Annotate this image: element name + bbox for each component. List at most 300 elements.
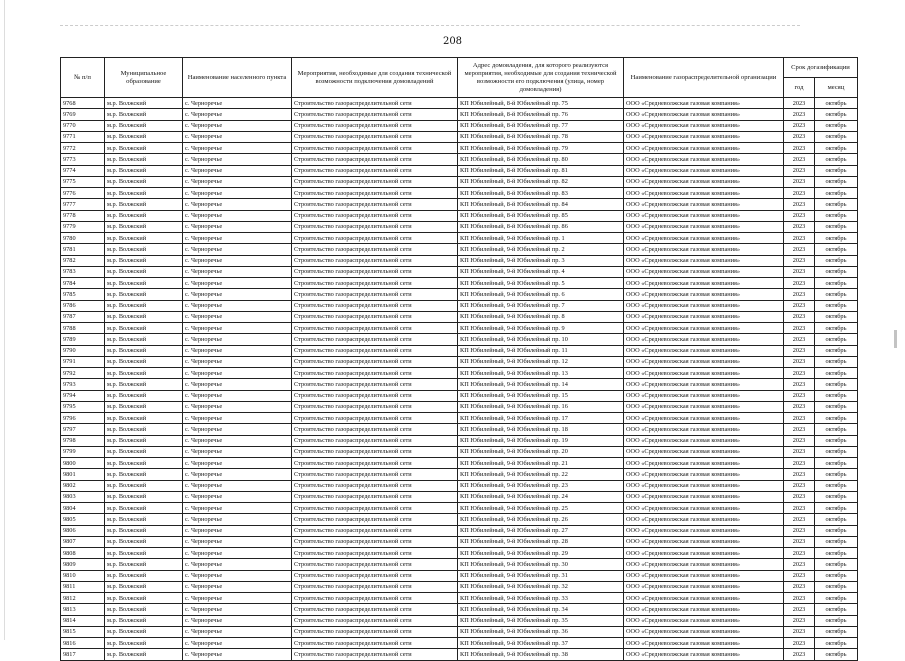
row-organization: ООО «Средневолжская газовая компания» xyxy=(624,368,784,379)
row-settlement: с. Черноречье xyxy=(183,514,292,525)
row-organization: ООО «Средневолжская газовая компания» xyxy=(624,458,784,469)
row-municipality: м.р. Волжский xyxy=(105,199,183,210)
row-address: КП Юбилейный, 9-й Юбилейный пр. 30 xyxy=(458,559,624,570)
row-year: 2023 xyxy=(784,413,815,424)
row-month: октябрь xyxy=(815,255,858,266)
row-organization: ООО «Средневолжская газовая компания» xyxy=(624,278,784,289)
row-month: октябрь xyxy=(815,638,858,649)
row-month: октябрь xyxy=(815,233,858,244)
row-address: КП Юбилейный, 8-й Юбилейный пр. 81 xyxy=(458,165,624,176)
row-year: 2023 xyxy=(784,210,815,221)
row-settlement: с. Черноречье xyxy=(183,368,292,379)
row-month: октябрь xyxy=(815,131,858,142)
row-organization: ООО «Средневолжская газовая компания» xyxy=(624,233,784,244)
row-measures: Строительство газораспределительной сети xyxy=(292,278,458,289)
table-row xyxy=(61,480,858,491)
row-number: 9782 xyxy=(61,255,105,266)
row-organization: ООО «Средневолжская газовая компания» xyxy=(624,345,784,356)
row-settlement: с. Черноречье xyxy=(183,401,292,412)
header-num: № п/п xyxy=(61,58,105,98)
row-year: 2023 xyxy=(784,525,815,536)
row-municipality: м.р. Волжский xyxy=(105,98,183,109)
row-measures: Строительство газораспределительной сети xyxy=(292,570,458,581)
table-row xyxy=(61,604,858,615)
scan-artifact-line xyxy=(60,25,800,27)
row-organization: ООО «Средневолжская газовая компания» xyxy=(624,480,784,491)
row-month: октябрь xyxy=(815,143,858,154)
row-measures: Строительство газораспределительной сети xyxy=(292,593,458,604)
row-address: КП Юбилейный, 8-й Юбилейный пр. 84 xyxy=(458,199,624,210)
row-settlement: с. Черноречье xyxy=(183,199,292,210)
row-address: КП Юбилейный, 9-й Юбилейный пр. 26 xyxy=(458,514,624,525)
row-measures: Строительство газораспределительной сети xyxy=(292,311,458,322)
row-year: 2023 xyxy=(784,334,815,345)
row-address: КП Юбилейный, 8-й Юбилейный пр. 83 xyxy=(458,188,624,199)
row-month: октябрь xyxy=(815,559,858,570)
row-month: октябрь xyxy=(815,435,858,446)
row-settlement: с. Черноречье xyxy=(183,289,292,300)
row-number: 9789 xyxy=(61,334,105,345)
row-year: 2023 xyxy=(784,559,815,570)
row-number: 9772 xyxy=(61,143,105,154)
row-municipality: м.р. Волжский xyxy=(105,581,183,592)
row-organization: ООО «Средневолжская газовая компания» xyxy=(624,593,784,604)
row-address: КП Юбилейный, 9-й Юбилейный пр. 4 xyxy=(458,266,624,277)
table-row xyxy=(61,615,858,626)
row-address: КП Юбилейный, 8-й Юбилейный пр. 82 xyxy=(458,176,624,187)
row-measures: Строительство газораспределительной сети xyxy=(292,413,458,424)
table-row xyxy=(61,120,858,131)
row-organization: ООО «Средневолжская газовая компания» xyxy=(624,154,784,165)
row-measures: Строительство газораспределительной сети xyxy=(292,458,458,469)
row-settlement: с. Черноречье xyxy=(183,435,292,446)
row-address: КП Юбилейный, 9-й Юбилейный пр. 29 xyxy=(458,548,624,559)
table-row xyxy=(61,109,858,120)
row-number: 9797 xyxy=(61,424,105,435)
row-number: 9791 xyxy=(61,356,105,367)
table-row xyxy=(61,199,858,210)
row-settlement: с. Черноречье xyxy=(183,446,292,457)
row-number: 9780 xyxy=(61,233,105,244)
row-month: октябрь xyxy=(815,593,858,604)
row-municipality: м.р. Волжский xyxy=(105,379,183,390)
row-address: КП Юбилейный, 8-й Юбилейный пр. 75 xyxy=(458,98,624,109)
row-number: 9812 xyxy=(61,593,105,604)
table-row xyxy=(61,514,858,525)
row-month: октябрь xyxy=(815,120,858,131)
table-row xyxy=(61,559,858,570)
row-municipality: м.р. Волжский xyxy=(105,255,183,266)
header-deadline: Срок догазификации xyxy=(784,58,858,78)
row-year: 2023 xyxy=(784,255,815,266)
row-year: 2023 xyxy=(784,176,815,187)
row-municipality: м.р. Волжский xyxy=(105,491,183,502)
table-row xyxy=(61,221,858,232)
row-settlement: с. Черноречье xyxy=(183,390,292,401)
row-municipality: м.р. Волжский xyxy=(105,154,183,165)
row-organization: ООО «Средневолжская газовая компания» xyxy=(624,514,784,525)
scan-artifact-mark xyxy=(894,330,897,348)
row-measures: Строительство газораспределительной сети xyxy=(292,199,458,210)
row-measures: Строительство газораспределительной сети xyxy=(292,289,458,300)
row-measures: Строительство газораспределительной сети xyxy=(292,345,458,356)
row-municipality: м.р. Волжский xyxy=(105,446,183,457)
table-row xyxy=(61,289,858,300)
row-number: 9787 xyxy=(61,311,105,322)
table-row xyxy=(61,525,858,536)
row-year: 2023 xyxy=(784,278,815,289)
table-header xyxy=(61,58,858,98)
row-year: 2023 xyxy=(784,424,815,435)
row-year: 2023 xyxy=(784,615,815,626)
gasification-register-table xyxy=(60,57,858,661)
row-year: 2023 xyxy=(784,345,815,356)
row-settlement: с. Черноречье xyxy=(183,626,292,637)
row-year: 2023 xyxy=(784,458,815,469)
row-municipality: м.р. Волжский xyxy=(105,390,183,401)
row-year: 2023 xyxy=(784,300,815,311)
row-year: 2023 xyxy=(784,188,815,199)
row-municipality: м.р. Волжский xyxy=(105,233,183,244)
row-settlement: с. Черноречье xyxy=(183,210,292,221)
row-settlement: с. Черноречье xyxy=(183,615,292,626)
row-month: октябрь xyxy=(815,604,858,615)
row-measures: Строительство газораспределительной сети xyxy=(292,221,458,232)
row-number: 9807 xyxy=(61,536,105,547)
row-organization: ООО «Средневолжская газовая компания» xyxy=(624,210,784,221)
row-address: КП Юбилейный, 9-й Юбилейный пр. 33 xyxy=(458,593,624,604)
row-month: октябрь xyxy=(815,199,858,210)
row-month: октябрь xyxy=(815,458,858,469)
row-settlement: с. Черноречье xyxy=(183,266,292,277)
table-row xyxy=(61,176,858,187)
row-month: октябрь xyxy=(815,300,858,311)
row-settlement: с. Черноречье xyxy=(183,469,292,480)
row-month: октябрь xyxy=(815,503,858,514)
row-year: 2023 xyxy=(784,536,815,547)
table-row xyxy=(61,98,858,109)
row-settlement: с. Черноречье xyxy=(183,255,292,266)
row-organization: ООО «Средневолжская газовая компания» xyxy=(624,491,784,502)
row-organization: ООО «Средневолжская газовая компания» xyxy=(624,109,784,120)
row-number: 9774 xyxy=(61,165,105,176)
row-year: 2023 xyxy=(784,480,815,491)
row-year: 2023 xyxy=(784,649,815,660)
row-month: октябрь xyxy=(815,525,858,536)
row-month: октябрь xyxy=(815,401,858,412)
row-municipality: м.р. Волжский xyxy=(105,649,183,660)
row-month: октябрь xyxy=(815,210,858,221)
row-number: 9796 xyxy=(61,413,105,424)
row-number: 9803 xyxy=(61,491,105,502)
row-address: КП Юбилейный, 9-й Юбилейный пр. 13 xyxy=(458,368,624,379)
row-municipality: м.р. Волжский xyxy=(105,345,183,356)
row-municipality: м.р. Волжский xyxy=(105,570,183,581)
row-organization: ООО «Средневолжская газовая компания» xyxy=(624,176,784,187)
row-organization: ООО «Средневолжская газовая компания» xyxy=(624,266,784,277)
row-settlement: с. Черноречье xyxy=(183,424,292,435)
row-number: 9815 xyxy=(61,626,105,637)
row-number: 9779 xyxy=(61,221,105,232)
row-year: 2023 xyxy=(784,244,815,255)
table-row xyxy=(61,210,858,221)
row-municipality: м.р. Волжский xyxy=(105,368,183,379)
table-row xyxy=(61,188,858,199)
row-month: октябрь xyxy=(815,154,858,165)
row-month: октябрь xyxy=(815,480,858,491)
row-measures: Строительство газораспределительной сети xyxy=(292,255,458,266)
header-address: Адрес домовладения, для которого реализуются мероприятия, необходимые для создания технической возможности его подключения (улица, номер домовладения) xyxy=(458,58,624,98)
row-municipality: м.р. Волжский xyxy=(105,604,183,615)
row-organization: ООО «Средневолжская газовая компания» xyxy=(624,446,784,457)
row-measures: Строительство газораспределительной сети xyxy=(292,176,458,187)
row-number: 9786 xyxy=(61,300,105,311)
row-settlement: с. Черноречье xyxy=(183,323,292,334)
row-municipality: м.р. Волжский xyxy=(105,143,183,154)
row-year: 2023 xyxy=(784,446,815,457)
row-municipality: м.р. Волжский xyxy=(105,548,183,559)
row-settlement: с. Черноречье xyxy=(183,233,292,244)
header-year: год xyxy=(784,78,815,98)
row-month: октябрь xyxy=(815,581,858,592)
row-measures: Строительство газораспределительной сети xyxy=(292,626,458,637)
row-address: КП Юбилейный, 8-й Юбилейный пр. 77 xyxy=(458,120,624,131)
row-month: октябрь xyxy=(815,98,858,109)
row-organization: ООО «Средневолжская газовая компания» xyxy=(624,469,784,480)
row-year: 2023 xyxy=(784,109,815,120)
row-organization: ООО «Средневолжская газовая компания» xyxy=(624,379,784,390)
row-number: 9768 xyxy=(61,98,105,109)
row-measures: Строительство газораспределительной сети xyxy=(292,379,458,390)
table-row xyxy=(61,638,858,649)
row-month: октябрь xyxy=(815,446,858,457)
row-year: 2023 xyxy=(784,165,815,176)
row-month: октябрь xyxy=(815,311,858,322)
row-number: 9802 xyxy=(61,480,105,491)
row-organization: ООО «Средневолжская газовая компания» xyxy=(624,525,784,536)
row-measures: Строительство газораспределительной сети xyxy=(292,390,458,401)
row-number: 9788 xyxy=(61,323,105,334)
row-year: 2023 xyxy=(784,503,815,514)
row-municipality: м.р. Волжский xyxy=(105,503,183,514)
row-organization: ООО «Средневолжская газовая компания» xyxy=(624,334,784,345)
table-row xyxy=(61,300,858,311)
row-settlement: с. Черноречье xyxy=(183,458,292,469)
row-address: КП Юбилейный, 9-й Юбилейный пр. 5 xyxy=(458,278,624,289)
row-number: 9800 xyxy=(61,458,105,469)
row-month: октябрь xyxy=(815,188,858,199)
table-row xyxy=(61,131,858,142)
row-address: КП Юбилейный, 9-й Юбилейный пр. 15 xyxy=(458,390,624,401)
row-municipality: м.р. Волжский xyxy=(105,514,183,525)
row-measures: Строительство газораспределительной сети xyxy=(292,581,458,592)
row-address: КП Юбилейный, 9-й Юбилейный пр. 37 xyxy=(458,638,624,649)
row-number: 9810 xyxy=(61,570,105,581)
row-municipality: м.р. Волжский xyxy=(105,559,183,570)
row-month: октябрь xyxy=(815,244,858,255)
table-row xyxy=(61,446,858,457)
row-measures: Строительство газораспределительной сети xyxy=(292,233,458,244)
table-row xyxy=(61,143,858,154)
row-month: октябрь xyxy=(815,109,858,120)
row-year: 2023 xyxy=(784,570,815,581)
row-measures: Строительство газораспределительной сети xyxy=(292,435,458,446)
row-settlement: с. Черноречье xyxy=(183,109,292,120)
row-settlement: с. Черноречье xyxy=(183,491,292,502)
row-organization: ООО «Средневолжская газовая компания» xyxy=(624,626,784,637)
row-municipality: м.р. Волжский xyxy=(105,120,183,131)
row-measures: Строительство газораспределительной сети xyxy=(292,356,458,367)
table-row xyxy=(61,491,858,502)
row-year: 2023 xyxy=(784,435,815,446)
table-row xyxy=(61,435,858,446)
table-row xyxy=(61,233,858,244)
table-row xyxy=(61,424,858,435)
row-measures: Строительство газораспределительной сети xyxy=(292,143,458,154)
row-year: 2023 xyxy=(784,143,815,154)
row-organization: ООО «Средневолжская газовая компания» xyxy=(624,401,784,412)
row-address: КП Юбилейный, 9-й Юбилейный пр. 34 xyxy=(458,604,624,615)
row-municipality: м.р. Волжский xyxy=(105,109,183,120)
row-address: КП Юбилейный, 9-й Юбилейный пр. 20 xyxy=(458,446,624,457)
row-measures: Строительство газораспределительной сети xyxy=(292,559,458,570)
table-row xyxy=(61,356,858,367)
row-month: октябрь xyxy=(815,615,858,626)
row-measures: Строительство газораспределительной сети xyxy=(292,480,458,491)
row-address: КП Юбилейный, 9-й Юбилейный пр. 22 xyxy=(458,469,624,480)
header-month: месяц xyxy=(815,78,858,98)
row-organization: ООО «Средневолжская газовая компания» xyxy=(624,413,784,424)
row-organization: ООО «Средневолжская газовая компания» xyxy=(624,435,784,446)
row-organization: ООО «Средневолжская газовая компания» xyxy=(624,98,784,109)
row-settlement: с. Черноречье xyxy=(183,244,292,255)
row-municipality: м.р. Волжский xyxy=(105,289,183,300)
row-year: 2023 xyxy=(784,356,815,367)
row-municipality: м.р. Волжский xyxy=(105,131,183,142)
table-row xyxy=(61,536,858,547)
row-measures: Строительство газораспределительной сети xyxy=(292,446,458,457)
row-number: 9814 xyxy=(61,615,105,626)
row-number: 9806 xyxy=(61,525,105,536)
row-number: 9798 xyxy=(61,435,105,446)
row-address: КП Юбилейный, 9-й Юбилейный пр. 11 xyxy=(458,345,624,356)
row-address: КП Юбилейный, 9-й Юбилейный пр. 35 xyxy=(458,615,624,626)
row-address: КП Юбилейный, 9-й Юбилейный пр. 31 xyxy=(458,570,624,581)
row-measures: Строительство газораспределительной сети xyxy=(292,368,458,379)
row-measures: Строительство газораспределительной сети xyxy=(292,120,458,131)
row-organization: ООО «Средневолжская газовая компания» xyxy=(624,570,784,581)
row-number: 9775 xyxy=(61,176,105,187)
row-measures: Строительство газораспределительной сети xyxy=(292,266,458,277)
row-year: 2023 xyxy=(784,131,815,142)
row-year: 2023 xyxy=(784,390,815,401)
row-number: 9785 xyxy=(61,289,105,300)
table-row xyxy=(61,401,858,412)
row-address: КП Юбилейный, 9-й Юбилейный пр. 10 xyxy=(458,334,624,345)
row-number: 9793 xyxy=(61,379,105,390)
row-organization: ООО «Средневолжская газовая компания» xyxy=(624,300,784,311)
row-organization: ООО «Средневолжская газовая компания» xyxy=(624,221,784,232)
row-address: КП Юбилейный, 9-й Юбилейный пр. 23 xyxy=(458,480,624,491)
row-organization: ООО «Средневолжская газовая компания» xyxy=(624,120,784,131)
row-settlement: с. Черноречье xyxy=(183,581,292,592)
row-month: октябрь xyxy=(815,413,858,424)
row-number: 9773 xyxy=(61,154,105,165)
row-address: КП Юбилейный, 8-й Юбилейный пр. 79 xyxy=(458,143,624,154)
row-number: 9813 xyxy=(61,604,105,615)
row-settlement: с. Черноречье xyxy=(183,356,292,367)
row-number: 9771 xyxy=(61,131,105,142)
row-address: КП Юбилейный, 9-й Юбилейный пр. 27 xyxy=(458,525,624,536)
row-year: 2023 xyxy=(784,289,815,300)
row-number: 9795 xyxy=(61,401,105,412)
row-number: 9805 xyxy=(61,514,105,525)
row-month: октябрь xyxy=(815,649,858,660)
row-settlement: с. Черноречье xyxy=(183,570,292,581)
row-settlement: с. Черноречье xyxy=(183,165,292,176)
row-municipality: м.р. Волжский xyxy=(105,210,183,221)
row-organization: ООО «Средневолжская газовая компания» xyxy=(624,323,784,334)
row-address: КП Юбилейный, 9-й Юбилейный пр. 21 xyxy=(458,458,624,469)
row-organization: ООО «Средневолжская газовая компания» xyxy=(624,188,784,199)
row-number: 9794 xyxy=(61,390,105,401)
row-municipality: м.р. Волжский xyxy=(105,536,183,547)
table-row xyxy=(61,345,858,356)
row-month: октябрь xyxy=(815,278,858,289)
table-row xyxy=(61,503,858,514)
row-address: КП Юбилейный, 9-й Юбилейный пр. 8 xyxy=(458,311,624,322)
row-year: 2023 xyxy=(784,311,815,322)
row-organization: ООО «Средневолжская газовая компания» xyxy=(624,244,784,255)
table-row xyxy=(61,626,858,637)
row-municipality: м.р. Волжский xyxy=(105,165,183,176)
row-address: КП Юбилейный, 9-й Юбилейный пр. 32 xyxy=(458,581,624,592)
row-organization: ООО «Средневолжская газовая компания» xyxy=(624,199,784,210)
row-settlement: с. Черноречье xyxy=(183,480,292,491)
table-row xyxy=(61,165,858,176)
row-year: 2023 xyxy=(784,593,815,604)
row-address: КП Юбилейный, 8-й Юбилейный пр. 78 xyxy=(458,131,624,142)
row-measures: Строительство газораспределительной сети xyxy=(292,503,458,514)
row-settlement: с. Черноречье xyxy=(183,334,292,345)
row-municipality: м.р. Волжский xyxy=(105,525,183,536)
row-year: 2023 xyxy=(784,266,815,277)
row-municipality: м.р. Волжский xyxy=(105,266,183,277)
row-organization: ООО «Средневолжская газовая компания» xyxy=(624,503,784,514)
row-address: КП Юбилейный, 9-й Юбилейный пр. 36 xyxy=(458,626,624,637)
row-month: октябрь xyxy=(815,469,858,480)
row-municipality: м.р. Волжский xyxy=(105,356,183,367)
row-settlement: с. Черноречье xyxy=(183,176,292,187)
row-measures: Строительство газораспределительной сети xyxy=(292,536,458,547)
row-organization: ООО «Средневолжская газовая компания» xyxy=(624,638,784,649)
row-municipality: м.р. Волжский xyxy=(105,424,183,435)
table-row xyxy=(61,278,858,289)
row-number: 9769 xyxy=(61,109,105,120)
row-settlement: с. Черноречье xyxy=(183,98,292,109)
header-measures: Мероприятия, необходимые для создания технической возможности подключения домовладений xyxy=(292,58,458,98)
table-row xyxy=(61,570,858,581)
row-municipality: м.р. Волжский xyxy=(105,278,183,289)
row-measures: Строительство газораспределительной сети xyxy=(292,604,458,615)
row-number: 9792 xyxy=(61,368,105,379)
row-settlement: с. Черноречье xyxy=(183,120,292,131)
row-settlement: с. Черноречье xyxy=(183,548,292,559)
row-month: октябрь xyxy=(815,289,858,300)
table-row xyxy=(61,266,858,277)
row-municipality: м.р. Волжский xyxy=(105,300,183,311)
row-address: КП Юбилейный, 9-й Юбилейный пр. 16 xyxy=(458,401,624,412)
